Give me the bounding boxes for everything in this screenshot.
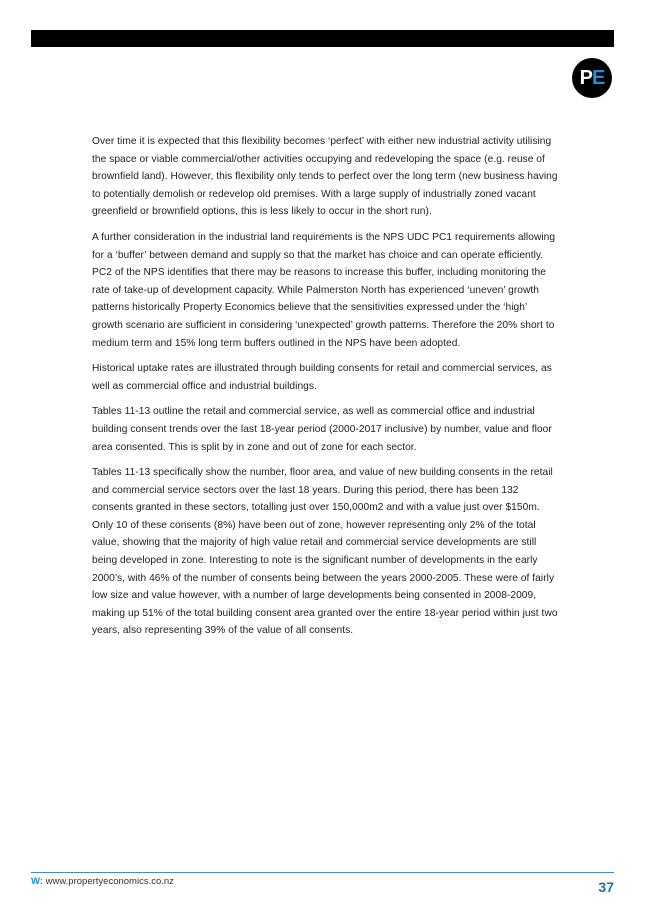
footer-divider — [31, 872, 614, 873]
header-bar — [31, 30, 614, 47]
logo-letter-p: P — [579, 67, 592, 89]
property-economics-logo — [572, 58, 612, 98]
paragraph: Tables 11-13 outline the retail and commercial service, as well as commercial office and industrial building consent trends over the last 18-year period (2000-2017 inclusive) by number, value and floor area consented. This is split by in zone and out of zone for each sector. — [92, 406, 552, 453]
paragraph: Tables 11-13 specifically show the number, floor area, and value of new building consents in the retail and commercial service sectors over the last 18 years. During this period, there has been 132 consents granted in these sectors, totalling just over 150,000m2 and with a value just over $150m. Only 10 of these consents (8%) have been out of zone, however representing only 2% of the total value, showing that the majority of high value retail and commercial service developments are still being developed in zone. Interesting to note is the significant number of developments in the early 2000’s, with 46% of the number of consents being between the years 2000-2005. These were of fairly low size and value however, with a number of large developments being consented in 2008-2009, making up 51% of the total building consent area granted over the entire 18-year period within just two years, also representing 39% of the value of all consents. — [92, 467, 558, 637]
web-label: W: — [31, 876, 43, 887]
paragraph: Over time it is expected that this flexibility becomes ‘perfect’ with either new industrial activity utilising the space or viable commercial/other activities occupying and redeveloping the space (e.g. reuse of brownfield land). However, this flexibility only tends to perfect over the long term (new business having to potentially demolish or redevelop old premises. With a large supply of industrially zoned vacant greenfield or brownfield options, this is less likely to occur in the short run). — [92, 136, 558, 218]
logo-letter-e: E — [592, 67, 605, 89]
paragraph: A further consideration in the industrial land requirements is the NPS UDC PC1 requirements allowing for a ‘buffer’ between demand and supply so that the market has choice and can operate efficiently. PC2 of the NPS identifies that there may be reasons to increase this buffer, including monitoring the rate of take-up of development capacity. While Palmerston North has experienced ‘uneven’ growth patterns historically Property Economics believe that the sensitivities expressed under the ‘high’ growth scenario are sufficient in considering ‘unexpected’ growth patterns. Therefore the 20% short to medium term and 15% long term buffers outlined in the NPS have been adopted. — [92, 231, 556, 349]
footer-website — [31, 876, 174, 887]
page-number: 37 — [598, 879, 614, 895]
paragraph: Historical uptake rates are illustrated through building consents for retail and commercial services, as well as commercial office and industrial buildings. — [92, 363, 552, 392]
website-link[interactable]: www.propertyeconomics.co.nz — [45, 876, 174, 887]
body-text — [92, 133, 558, 648]
